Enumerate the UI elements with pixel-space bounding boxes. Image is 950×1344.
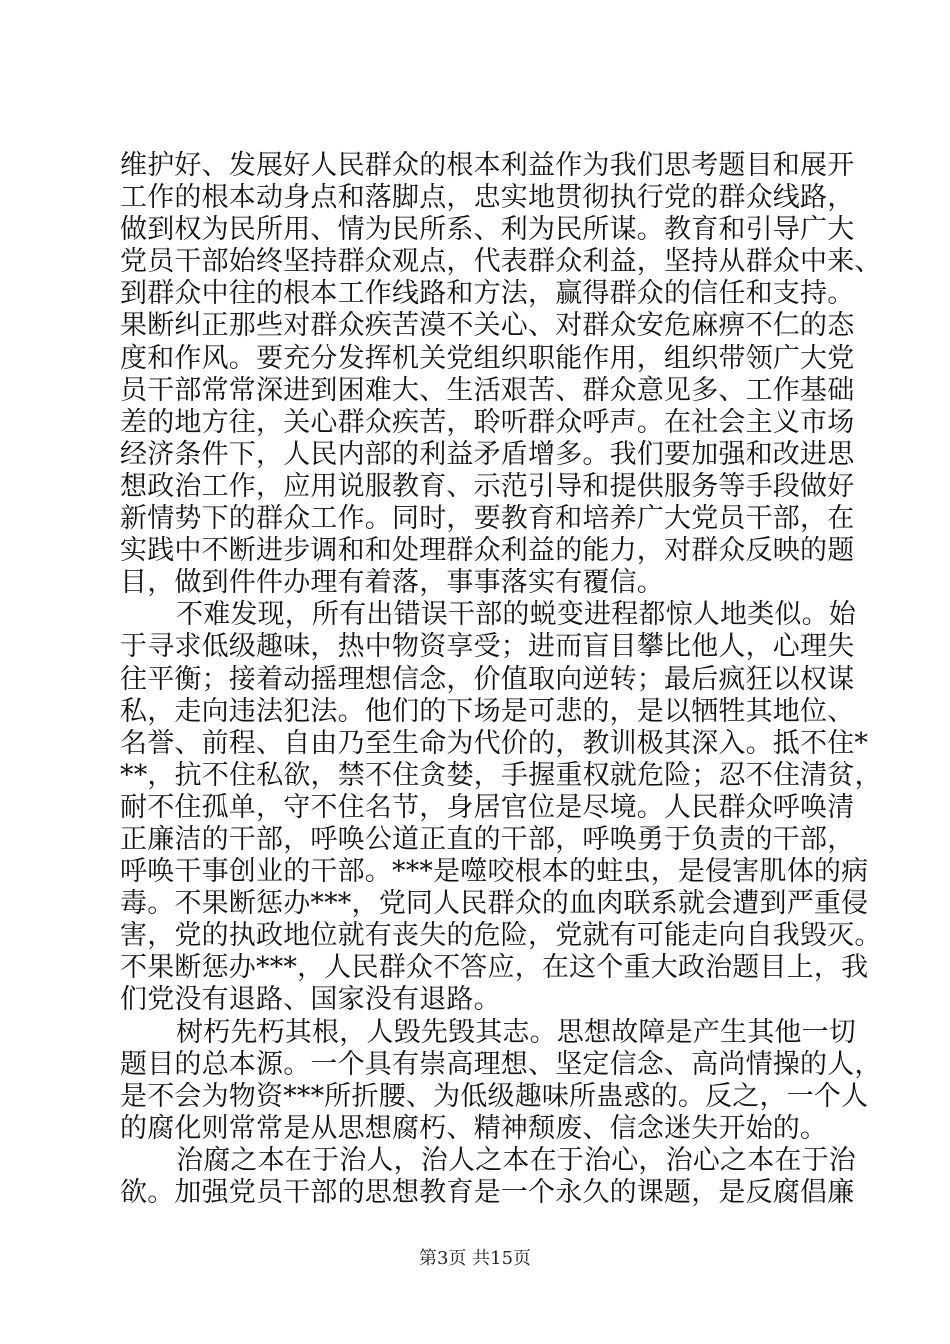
text-line: **，抗不住私欲，禁不住贪婪，手握重权就危险；忍不住清贫， xyxy=(120,759,882,791)
text-line: 题目的总本源。一个具有崇高理想、坚定信念、高尚情操的人， xyxy=(120,1048,882,1080)
text-line: 果断纠正那些对群众疾苦漠不关心、对群众安危麻痹不仁的态 xyxy=(120,310,855,342)
text-line: 私，走向违法犯法。他们的下场是可悲的，是以牺牲其地位、 xyxy=(120,695,855,727)
paragraph-first-line: 治腐之本在于治人，治人之本在于治心，治心之本在于治 xyxy=(176,1144,856,1176)
text-line: 名誉、前程、自由乃至生命为代价的，教训极其深入。抵不住* xyxy=(120,727,869,759)
text-line: 的腐化则常常是从思想腐朽、精神颓废、信念迷失开始的。 xyxy=(120,1112,828,1144)
text-line: 不果断惩办***，人民群众不答应，在这个重大政治题目上，我 xyxy=(120,952,869,984)
text-line: 度和作风。要充分发挥机关党组织职能作用，组织带领广大党 xyxy=(120,342,855,374)
text-line: 实践中不断进步调和和处理群众利益的能力，对群众反映的题 xyxy=(120,535,855,567)
text-line: 们党没有退路、国家没有退路。 xyxy=(120,984,501,1016)
text-line: 欲。加强党员干部的思想教育是一个永久的课题，是反腐倡廉 xyxy=(120,1177,855,1208)
text-line: 目，做到件件办理有着落，事事落实有覆信。 xyxy=(120,567,664,599)
text-line: 呼唤干事创业的干部。***是噬咬根本的蛀虫，是侵害肌体的病 xyxy=(120,856,869,888)
text-line: 经济条件下，人民内部的利益矛盾增多。我们要加强和改进思 xyxy=(120,438,855,470)
text-line: 做到权为民所用、情为民所系、利为民所谋。教育和引导广大 xyxy=(120,214,855,246)
paragraph-first-line: 树朽先朽其根，人毁先毁其志。思想故障是产生其他一切 xyxy=(176,1016,856,1048)
text-line: 员干部常常深进到困难大、生活艰苦、群众意见多、工作基础 xyxy=(120,374,855,406)
text-line: 维护好、发展好人民群众的根本利益作为我们思考题目和展开 xyxy=(120,150,855,181)
text-line: 害，党的执政地位就有丧失的危险，党就有可能走向自我毁灭。 xyxy=(120,920,882,952)
paragraph-first-line: 不难发现，所有出错误干部的蜕变进程都惊人地类似。始 xyxy=(176,599,856,631)
text-line: 想政治工作，应用说服教育、示范引导和提供服务等手段做好 xyxy=(120,470,855,502)
page-number-footer: 第3页 共15页 xyxy=(418,1248,532,1269)
text-line: 耐不住孤单，守不住名节，身居官位是尽境。人民群众呼唤清 xyxy=(120,791,855,823)
text-line: 正廉洁的干部，呼唤公道正直的干部，呼唤勇于负责的干部， xyxy=(120,823,855,855)
text-line: 党员干部始终坚持群众观点，代表群众利益，坚持从群众中来、 xyxy=(120,246,882,278)
text-line: 工作的根本动身点和落脚点，忠实地贯彻执行党的群众线路， xyxy=(120,182,855,214)
text-line: 于寻求低级趣味，热中物资享受；进而盲目攀比他人，心理失 xyxy=(120,631,855,663)
text-line: 到群众中往的根本工作线路和方法，赢得群众的信任和支持。 xyxy=(120,278,855,310)
text-line: 往平衡；接着动摇理想信念，价值取向逆转；最后疯狂以权谋 xyxy=(120,663,855,695)
text-line: 新情势下的群众工作。同时，要教育和培养广大党员干部，在 xyxy=(120,503,855,535)
document-body xyxy=(120,150,882,1209)
text-line: 毒。不果断惩办***，党同人民群众的血肉联系就会遭到严重侵 xyxy=(120,888,869,920)
text-line: 是不会为物资***所折腰、为低级趣味所蛊惑的。反之，一个人 xyxy=(120,1080,869,1112)
text-line: 差的地方往，关心群众疾苦，聆听群众呼声。在社会主义市场 xyxy=(120,406,855,438)
